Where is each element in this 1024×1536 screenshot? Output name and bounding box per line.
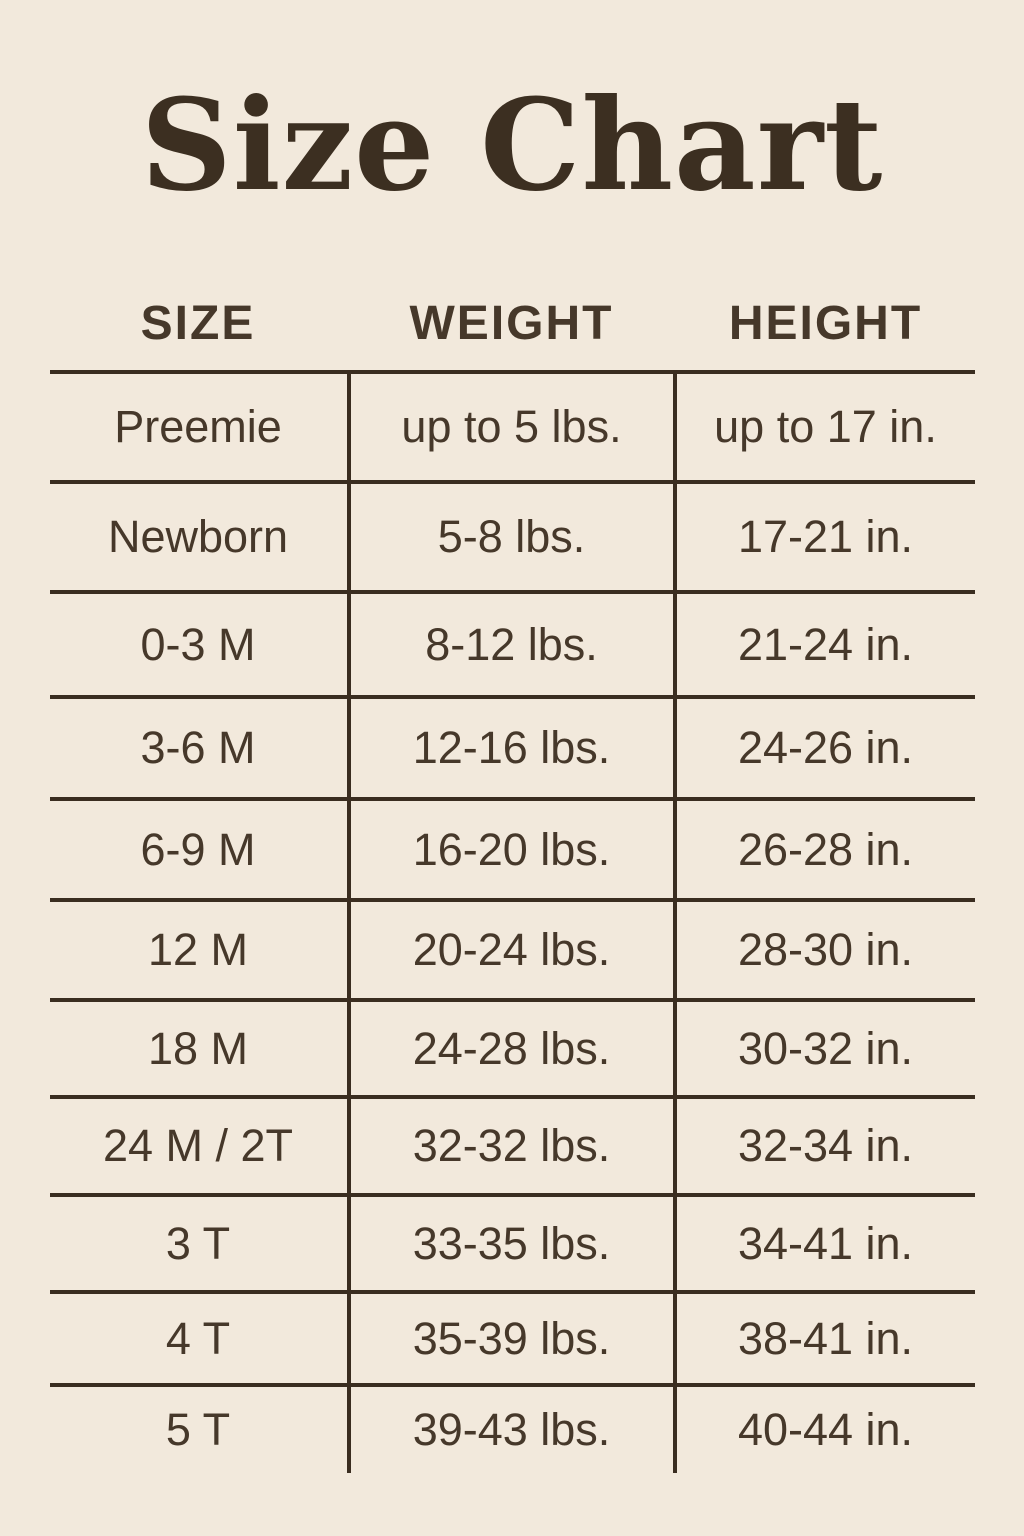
table-cell-weight: 24-28 lbs. xyxy=(347,1002,677,1095)
table-cell-height: 40-44 in. xyxy=(737,1404,914,1455)
size-chart-table xyxy=(50,250,975,1473)
table-cell-weight: 32-32 lbs. xyxy=(347,1099,677,1193)
table-cell-size: 12 M xyxy=(147,924,249,975)
table-cell-height: up to 17 in. xyxy=(714,401,937,452)
table-cell-size: 18 M xyxy=(147,1022,249,1074)
table-cell-weight: 16-20 lbs. xyxy=(347,801,677,898)
table-cell-height: 32-34 in. xyxy=(737,1120,914,1171)
table-cell-weight: 33-35 lbs. xyxy=(347,1197,677,1290)
table-cell-height: 30-32 in. xyxy=(737,1022,914,1074)
table-row xyxy=(50,1387,975,1473)
table-cell-height: 28-30 in. xyxy=(737,924,914,975)
table-cell-size: 0-3 M xyxy=(140,618,256,670)
table-cell-weight: 12-16 lbs. xyxy=(347,699,677,797)
table-cell-height: 38-41 in. xyxy=(737,1312,914,1364)
table-cell-size: 3-6 M xyxy=(140,722,256,773)
table-cell-height: 17-21 in. xyxy=(737,511,914,562)
table-row xyxy=(50,1099,975,1197)
table-cell-weight: up to 5 lbs. xyxy=(347,374,677,480)
table-row xyxy=(50,1002,975,1099)
title-section xyxy=(0,0,1024,250)
table-row xyxy=(50,374,975,484)
table-cell-weight: 35-39 lbs. xyxy=(347,1294,677,1383)
table-row xyxy=(50,594,975,699)
table-cell-size: 5 T xyxy=(165,1404,231,1455)
column-header-weight: WEIGHT xyxy=(409,296,614,350)
table-cell-weight: 8-12 lbs. xyxy=(347,594,677,695)
table-row xyxy=(50,484,975,594)
table-cell-height: 21-24 in. xyxy=(737,618,914,670)
table-row xyxy=(50,699,975,801)
table-cell-height: 34-41 in. xyxy=(737,1217,914,1269)
table-cell-weight: 39-43 lbs. xyxy=(347,1387,677,1473)
table-row xyxy=(50,1197,975,1294)
column-header-size: SIZE xyxy=(140,296,256,350)
table-row xyxy=(50,1294,975,1387)
table-cell-weight: 20-24 lbs. xyxy=(347,902,677,998)
column-header-height: HEIGHT xyxy=(728,296,923,350)
table-cell-size: Preemie xyxy=(114,401,282,452)
table-header-row xyxy=(50,250,975,370)
table-cell-height: 26-28 in. xyxy=(737,823,914,875)
table-cell-weight: 5-8 lbs. xyxy=(347,484,677,590)
table-row xyxy=(50,902,975,1002)
table-cell-size: 4 T xyxy=(165,1312,231,1364)
table-body xyxy=(50,370,975,1473)
table-cell-height: 24-26 in. xyxy=(737,722,914,773)
table-row xyxy=(50,801,975,902)
table-cell-size: 3 T xyxy=(165,1217,231,1269)
table-cell-size: 6-9 M xyxy=(140,823,256,875)
table-cell-size: 24 M / 2T xyxy=(102,1120,294,1171)
table-cell-size: Newborn xyxy=(107,511,289,562)
page-title: Size Chart xyxy=(140,70,884,219)
